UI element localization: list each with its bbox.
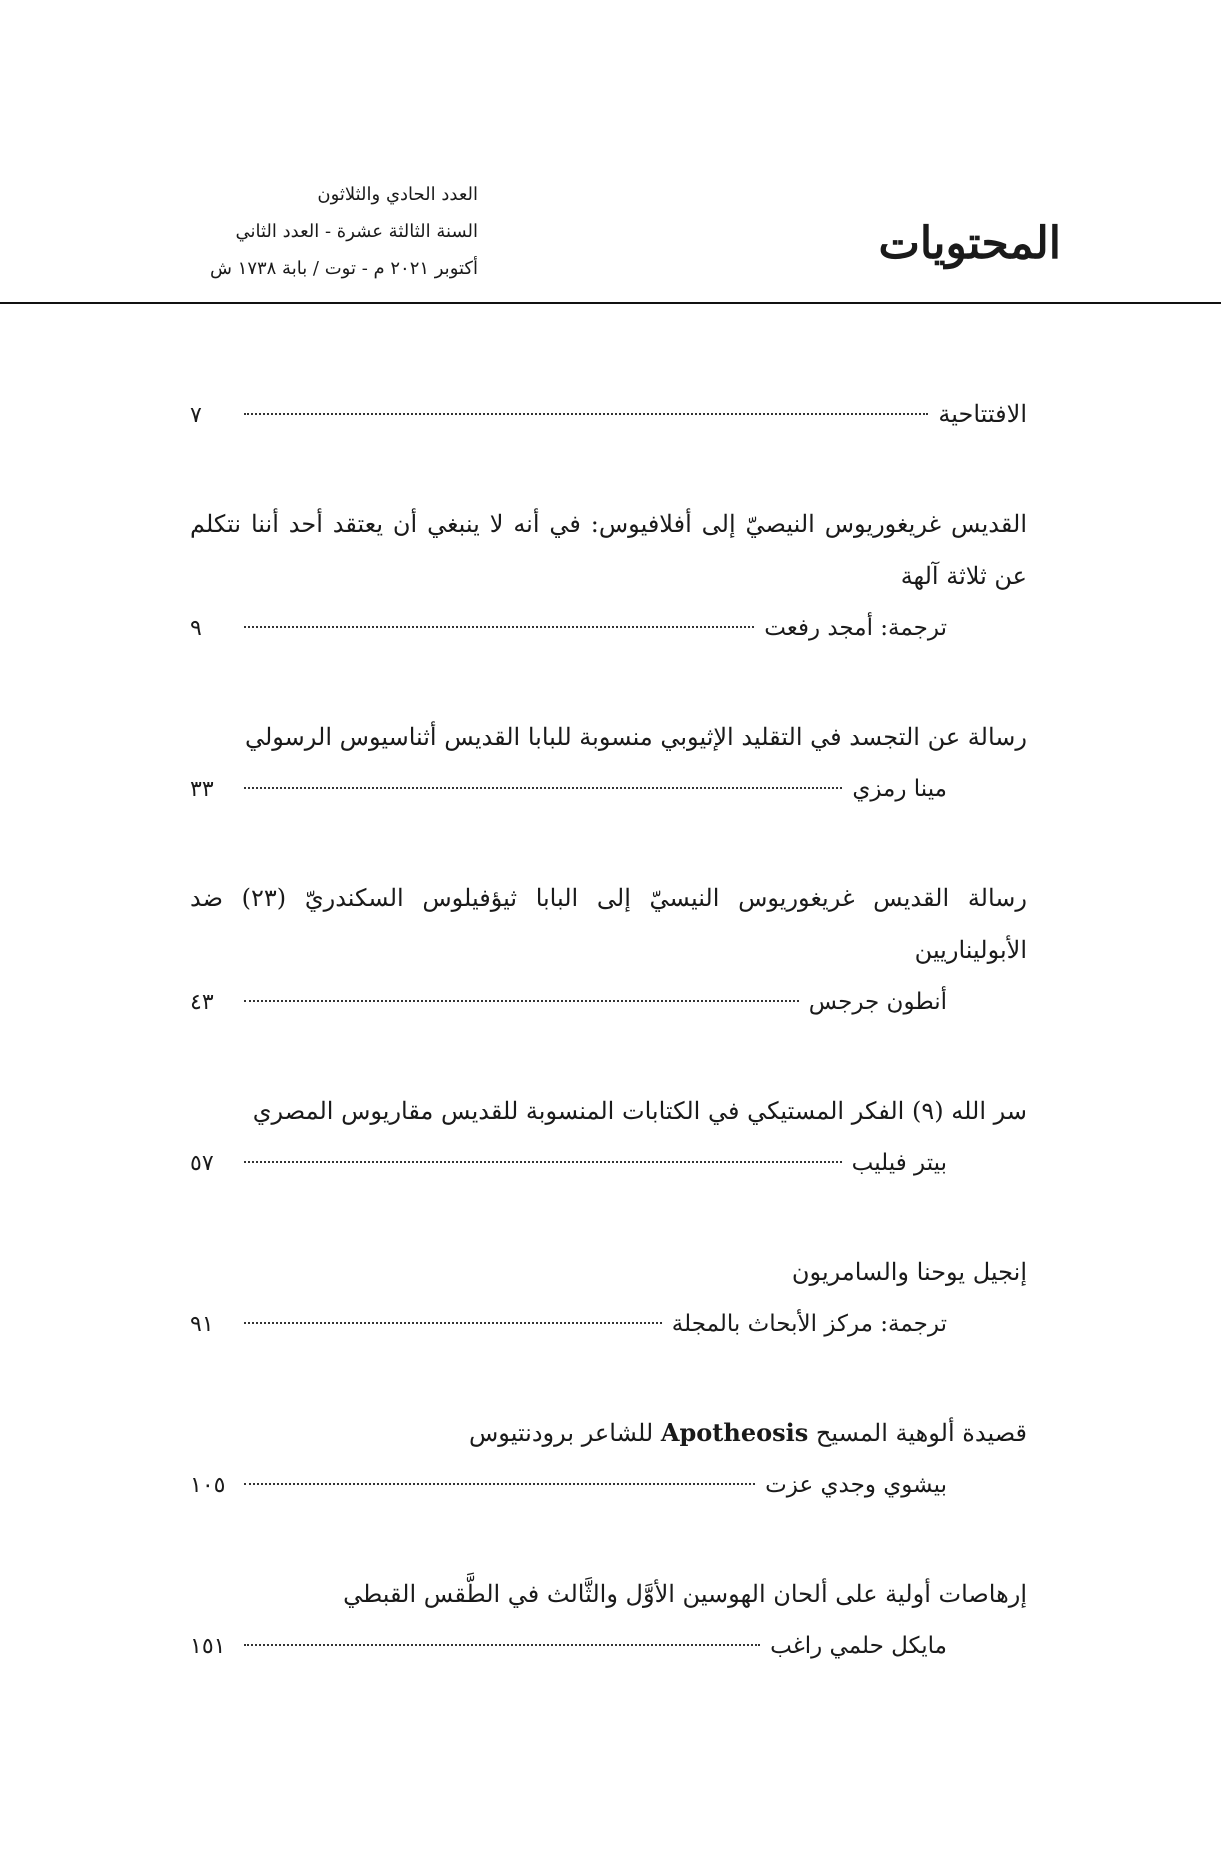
entry-author: بيشوي وجدي عزت xyxy=(765,1472,947,1498)
toc-row xyxy=(190,1137,1027,1190)
entry-author: أنطون جرجس xyxy=(808,989,947,1015)
entry-title xyxy=(190,1407,1027,1459)
page-number: ٩ xyxy=(190,616,202,641)
entry-author: ترجمة: أمجد رفعت xyxy=(764,615,947,641)
dot-leader xyxy=(244,626,754,628)
page-number: ٤٣ xyxy=(190,990,214,1015)
toc-row xyxy=(190,976,1027,1029)
toc-entry xyxy=(190,1407,1027,1512)
table-of-contents xyxy=(190,388,1027,1729)
entry-title: القديس غريغوريوس النيصيّ إلى أفلافيوس: في أنه لا ينبغي أن يعتقد أحد أننا نتكلم عن ثلاثة آلهة xyxy=(190,510,1027,590)
entry-title: إنجيل يوحنا والسامريون xyxy=(791,1258,1027,1286)
toc-entry xyxy=(190,498,1027,655)
entry-author: مايكل حلمي راغب xyxy=(770,1633,947,1659)
page-title: المحتويات xyxy=(878,218,1061,269)
header-divider xyxy=(0,302,1221,304)
toc-row xyxy=(190,1620,1027,1673)
dot-leader xyxy=(244,1000,799,1002)
page-number: ٩١ xyxy=(190,1312,214,1337)
entry-author: مينا رمزي xyxy=(852,776,947,802)
page-number: ٧ xyxy=(190,403,202,428)
dot-leader xyxy=(244,1644,760,1646)
issue-number: العدد الحادي والثلاثون xyxy=(317,184,478,205)
dot-leader xyxy=(244,1483,755,1485)
page-header xyxy=(0,170,1221,302)
entry-title: رسالة عن التجسد في التقليد الإثيوبي منسوبة للبابا القديس أثناسيوس الرسولي xyxy=(244,723,1027,751)
toc-entry xyxy=(190,711,1027,816)
toc-row xyxy=(190,602,1027,655)
entry-title: رسالة القديس غريغوريوس النيسيّ إلى البابا ثيؤفيلوس السكندريّ (٢٣) ضد الأبوليناريين xyxy=(190,884,1028,964)
dot-leader xyxy=(244,787,842,789)
dot-leader xyxy=(244,1161,842,1163)
dot-leader xyxy=(244,1322,662,1324)
issue-info xyxy=(188,176,478,287)
toc-row xyxy=(190,388,1027,442)
entry-title-part: قصيدة ألوهية المسيح xyxy=(815,1419,1027,1447)
page-number: ١٥١ xyxy=(190,1634,226,1659)
page-number: ٣٣ xyxy=(190,777,214,802)
toc-row xyxy=(190,1298,1027,1351)
entry-title: الافتتاحية xyxy=(938,400,1027,428)
entry-author: بيتر فيليب xyxy=(851,1150,947,1176)
toc-entry xyxy=(190,1568,1027,1673)
entry-title-part: للشاعر برودنتيوس xyxy=(469,1419,654,1447)
issue-date: أكتوبر ٢٠٢١ م - توت / بابة ١٧٣٨ ش xyxy=(209,258,478,279)
page-number: ١٠٥ xyxy=(190,1473,226,1498)
entry-author: ترجمة: مركز الأبحاث بالمجلة xyxy=(671,1311,947,1337)
toc-entry xyxy=(190,1085,1027,1190)
toc-row xyxy=(190,1459,1027,1512)
toc-entry xyxy=(190,872,1027,1029)
page-number: ٥٧ xyxy=(190,1151,214,1176)
toc-entry xyxy=(190,1246,1027,1351)
toc-row xyxy=(190,763,1027,816)
issue-year: السنة الثالثة عشرة - العدد الثاني xyxy=(235,221,478,242)
dot-leader xyxy=(244,413,928,415)
toc-entry-editorial xyxy=(190,388,1027,442)
entry-title: سر الله (٩) الفكر المستيكي في الكتابات المنسوبة للقديس مقاريوس المصري xyxy=(252,1097,1027,1125)
entry-title: إرهاصات أولية على ألحان الهوسين الأوَّل والثَّالث في الطَّقس القبطي xyxy=(343,1580,1027,1608)
entry-title-latin: Apotheosis xyxy=(660,1418,809,1447)
